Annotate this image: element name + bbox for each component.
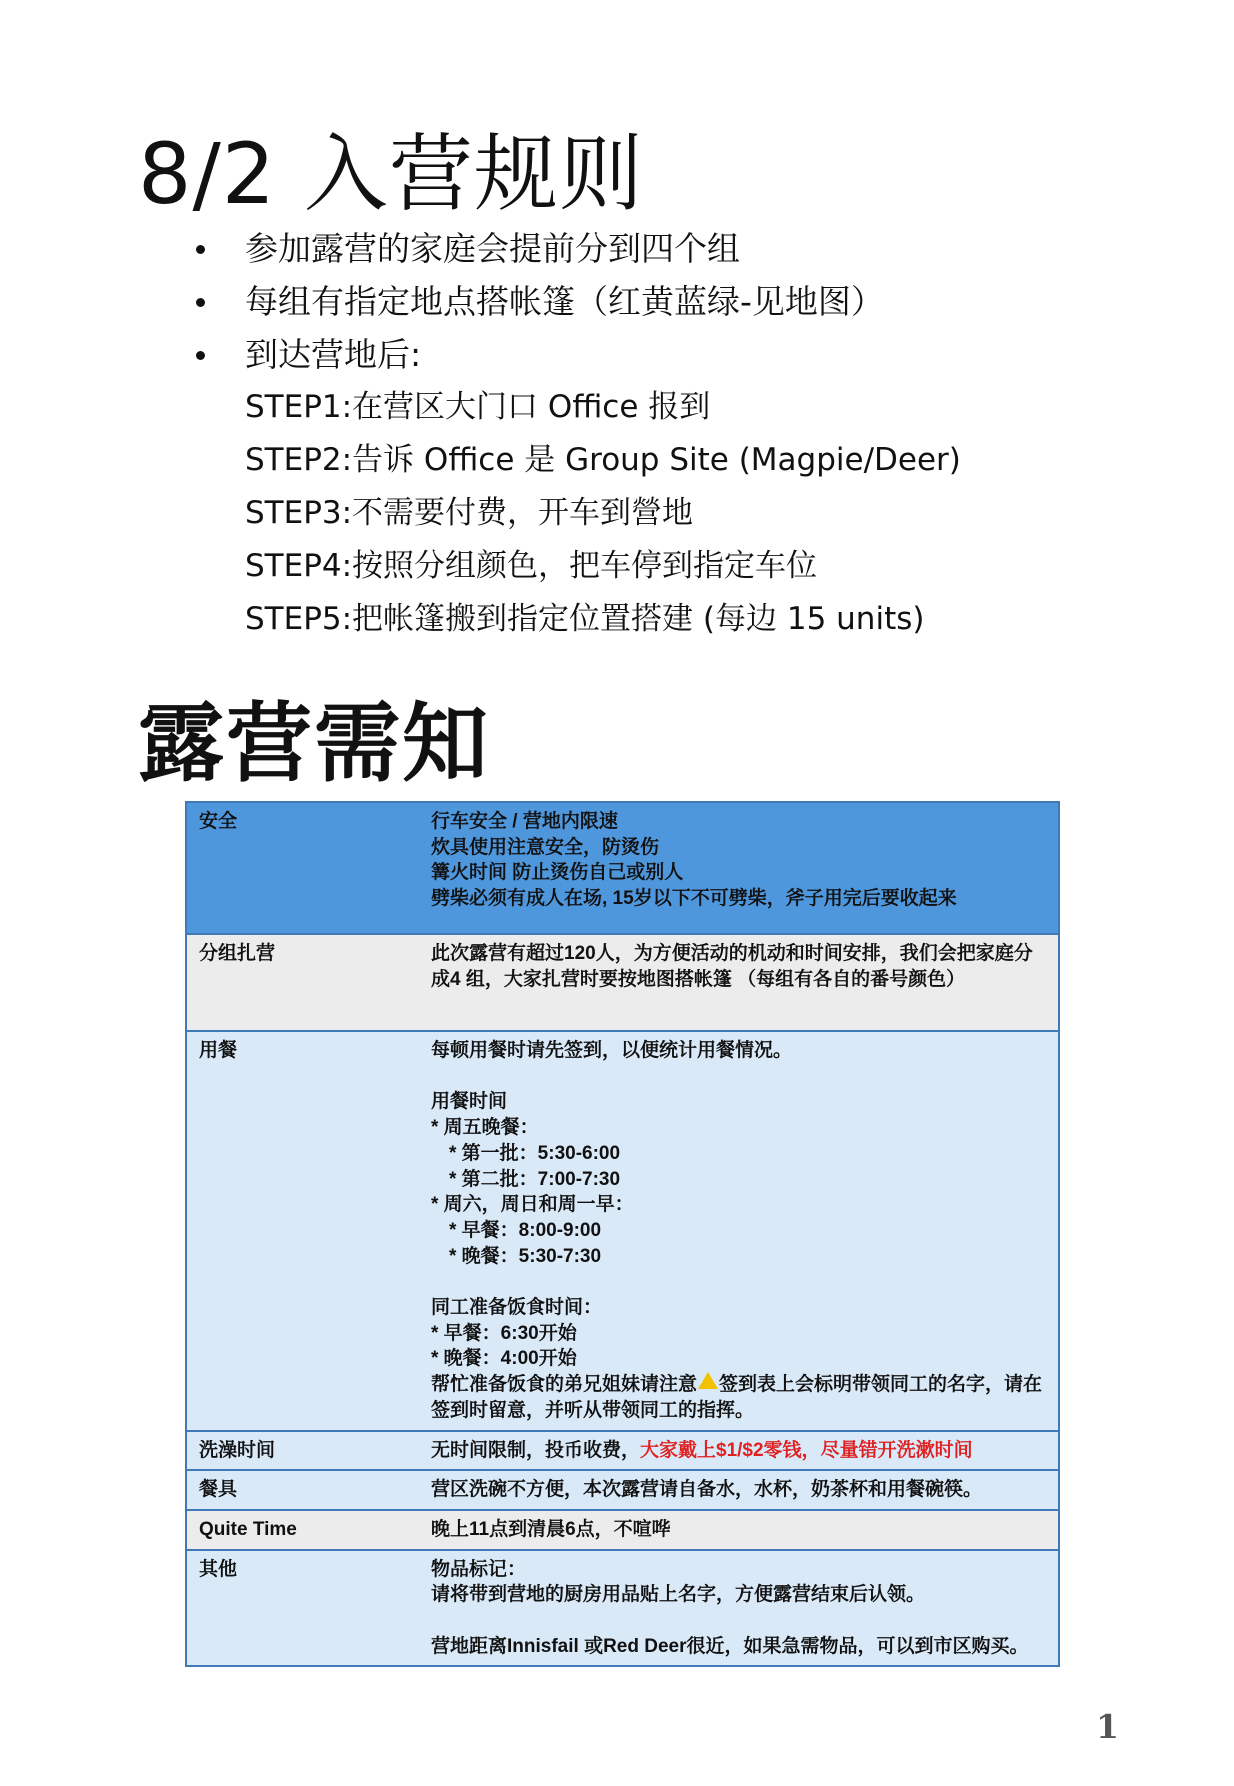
table-row-safety (186, 802, 1059, 934)
step-item: STEP1:在营区大门口 Office 报到 (245, 389, 711, 425)
row-content: 行车安全 / 营地内限速 炊具使用注意安全，防烫伤 篝火时间 防止烫伤自己或别人 劈柴必须有成人在场, 15岁以下不可劈柴，斧子用完后要收起来 (419, 802, 1059, 934)
step-item: STEP4:按照分组颜色，把车停到指定车位 (245, 548, 818, 584)
bullet-icon (196, 298, 205, 307)
list-item: 参加露营的家庭会提前分到四个组 (196, 222, 884, 275)
step-item: STEP3:不需要付费，开车到營地 (245, 495, 694, 531)
warning-icon (698, 1372, 718, 1389)
row-content: 物品标记： 请将带到营地的厨房用品贴上名字，方便露营结束后认领。 营地距离Innisfail 或Red Deer很近，如果急需物品，可以到市区购买。 (419, 1550, 1059, 1667)
row-label: 分组扎营 (186, 934, 419, 1031)
page-number: 1 (1096, 1707, 1119, 1746)
table-row-meals (186, 1031, 1059, 1431)
table-row-quiet-time (186, 1510, 1059, 1550)
table-row-shower (186, 1431, 1059, 1471)
highlight-text: 大家戴上$1/$2零钱，尽量错开洗漱时间 (640, 1439, 973, 1461)
entry-rules-list (196, 222, 884, 381)
row-label: 餐具 (186, 1470, 419, 1510)
bullet-icon (196, 351, 205, 360)
list-item: 到达营地后: (196, 328, 884, 381)
row-content: 晚上11点到清晨6点，不喧哗 (419, 1510, 1059, 1550)
table-row-tableware (186, 1470, 1059, 1510)
row-content: 营区洗碗不方便，本次露营请自备水，水杯，奶茶杯和用餐碗筷。 (419, 1470, 1059, 1510)
arrival-steps-list (245, 381, 961, 646)
list-item: 每组有指定地点搭帐篷（红黄蓝绿-见地图） (196, 275, 884, 328)
row-content: 每顿用餐时请先签到，以便统计用餐情况。 用餐时间 * 周五晚餐： * 第一批：5:30-6:00 * 第二批：7:00-7:30 * 周六，周日和周一早： * 早餐：8:00-9:00 * 晚餐：5:30-7:30 同工准备饭食时间： * 早餐：6:30开始 * 晚餐：4:00开始 帮忙准备饭食的弟兄姐妹请注意 签到表上会标明带领同工的名字，请在签到时留意，并听从带领同工的指挥。 (419, 1031, 1059, 1431)
row-content: 无时间限制，投币收费，大家戴上$1/$2零钱，尽量错开洗漱时间 (419, 1431, 1059, 1471)
table-row-other (186, 1550, 1059, 1667)
camp-notice-table (185, 801, 1060, 1667)
table-row-group-camping (186, 934, 1059, 1031)
row-label: 安全 (186, 802, 419, 934)
step-item: STEP5:把帐篷搬到指定位置搭建 (每边 15 units) (245, 601, 925, 637)
row-content: 此次露营有超过120人，为方便活动的机动和时间安排，我们会把家庭分成4 组，大家扎营时要按地图搭帐篷 （每组有各自的番号颜色） (419, 934, 1059, 1031)
row-label: 洗澡时间 (186, 1431, 419, 1471)
row-label: Quite Time (186, 1510, 419, 1550)
bullet-icon (196, 245, 205, 254)
row-label: 用餐 (186, 1031, 419, 1431)
step-item: STEP2:告诉 Office 是 Group Site (Magpie/Deer) (245, 442, 961, 478)
row-label: 其他 (186, 1550, 419, 1667)
camp-notice-title: 露营需知 (138, 694, 490, 794)
camp-entry-rules-title: 8/2 入营规则 (138, 125, 644, 223)
